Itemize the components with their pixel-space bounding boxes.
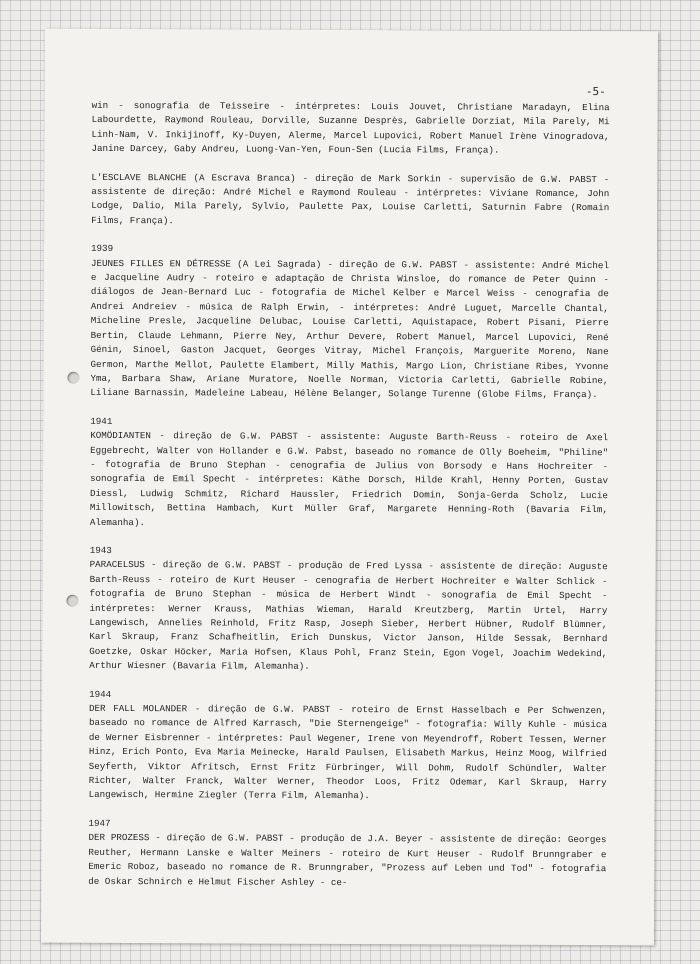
filmography-text <box>88 99 610 905</box>
entry-text: win - sonografia de Teisseire - intérpretes: Louis Jouvet, Christiane Maradayn, Elina Labourdette, Raymond Rouleau, Dorville, Suzanne Desprès, Gabrielle Dorziat, Mila Parely, Mi Linh-Nam, V. Inkijinoff, Ky-Duyen, Alerme, Marcel Lupovici, Robert Manuel Irène Vinogradova, Janine Darcey, Gaby Andreu, Luong-Van-Yen, Foun-Sen (Lucia Films, França). <box>91 99 610 156</box>
entry-year: 1941 <box>90 415 113 427</box>
film-entry <box>91 99 609 159</box>
entry-text: DER PROZESS - direção de G.W. PABST - produção de J.A. Beyer - assistente de direção: Georges Reuther, Hermann Lanske e Walter Meiners - roteiro de Kurt Heuser - Rudolf Brunngraber e Emeric Roboz, baseado no romance de R. Brunngraber, "Prozess auf Leben und Tod" - fotografia de Oskar Schnirch e Helmut Fischer Ashley - ce- <box>88 832 607 888</box>
punch-hole <box>66 595 78 607</box>
entry-year: 1943 <box>89 544 112 556</box>
film-entry <box>90 242 609 403</box>
page-number: -5- <box>585 85 606 99</box>
entry-text: DER FALL MOLANDER - direção de G.W. PABST - roteiro de Ernst Hasselbach e Per Schwenzen, baseado no romance de Alfred Karrasch, "Die Sternengeige" - fotografia: Willy Kuhle - música de Werner Eisbrenner - intérpretes: Paul Wegener, Irene von Meyendroff, Robert Tessen, Werner Hinz, Erich Ponto, Eva Maria Meinecke, Harald Paulsen, Elisabeth Markus, Heinz Moog, Wilfried Seyferth, Viktor Afritsch, Ernst Fritz Fürbringer, Will Dohm, Rudolf Schündler, Walter Richter, Walter Franck, Walter Werner, Theodor Loos, Fritz Odemar, Karl Skraup, Harry Langewisch, Hermine Ziegler (Terra Film, Alemanha). <box>88 702 608 802</box>
entry-text: PARACELSUS - direção de G.W. PABST - produção de Fred Lyssa - assistente de direção: Auguste Barth-Reuss - roteiro de Kurt Heuser - cenografia de Herbert Hochreiter e Walter Schlick - fotografia de Bruno Stephan - música de Herbert Windt - sonografia de Emil Specht - intérpretes: Werner Krauss, Mathias Wieman, Harald Kreutzberg, Martin Urtel, Harry Langewisch, Annelies Reinhold, Fritz Rasp, Joseph Sieber, Herbert Hübner, Rudolf Blümner, Karl Skraup, Franz Schafheitlin, Erich Dunskus, Victor Janson, Hilde Sessak, Bernhard Goetzke, Oskar Höcker, Maria Hofsen, Klaus Pohl, Franz Stein, Egon Vogel, Joachim Wedekind, Arthur Wiesner (Bavaria Film, Alemanha). <box>89 559 608 673</box>
film-entry <box>90 415 608 533</box>
film-entry <box>88 817 606 891</box>
film-entry <box>89 544 608 676</box>
entry-text: JEUNES FILLES EN DÉTRESSE (A Lei Sagrada) - direção de G.W. PABST - assistente: André Michel e Jacqueline Audry - roteiro e adaptação de Christa Winsloe, do romance de Peter Quinn - diálogos de Jean-Bernard Luc - fotografia de Michel Kelber e Marcel Weiss - cenografia de Andrei Andreiev - música de Ralph Erwin, - intérpretes: André Luguet, Marcelle Chantal, Micheline Presle, Jacqueline Delubac, Louise Carletti, Aquistapace, Robert Pisani, Pierre Bertin, Claude Lehmann, Pierre Ney, Arthur Devere, Robert Manuel, Marcel Lupovici, René Génin, Sinoel, Gaston Jacquet, Georges Vitray, Michel François, Marguerite Moreno, Nane Germon, Marthe Mellot, Paulette Elambert, Milly Mathis, Margo Lion, Christiane Ribes, Yvonne Yma, Barbara Shaw, Ariane Muratore, Noelle Norman, Victoria Carletti, Gabrielle Robine, Liliane Barnassin, Madeleine Labeau, Hélène Belanger, Solange Turenne (Globe Films, França). <box>90 257 609 401</box>
punch-hole <box>67 372 79 384</box>
entry-text: L'ESCLAVE BLANCHE (A Escrava Branca) - direção de Mark Sorkin - supervisão de G.W. PABST - assistente de direção: André Michel e Raymond Rouleau - intérpretes: Viviane Romance, John Lodge, Dalio, Mila Parely, Sylvio, Paulette Pax, Louise Carletti, Saturnin Fabre (Romain Films, França). <box>91 171 610 227</box>
typewritten-page <box>41 29 658 946</box>
entry-year: 1947 <box>88 817 111 829</box>
entry-year: 1939 <box>91 243 114 255</box>
film-entry <box>89 687 607 805</box>
entry-year: 1944 <box>89 688 112 700</box>
entry-text: KOMÖDIANTEN - direção de G.W. PABST - assistente: Auguste Barth-Reuss - roteiro de Axel Eggebrecht, Walter von Hollander e G.W. Pabst, baseado no romance de Olly Boeheim, "Philine" - fotografia de Bruno Stephan - cenografia de Julius von Borsody e Hans Hochreiter - sonografia de Emil Specht - intérpretes: Käthe Dorsch, Hilde Krahl, Henny Porten, Gustav Diessl, Ludwig Schmitz, Richard Haussler, Friedrich Domin, Sonja-Gerda Scholz, Lucie Millowitsch, Bettina Hambach, Kurt Müller Graf, Margarete Henning-Roth (Bavaria Film, Alemanha). <box>89 429 609 528</box>
film-entry <box>91 170 609 230</box>
